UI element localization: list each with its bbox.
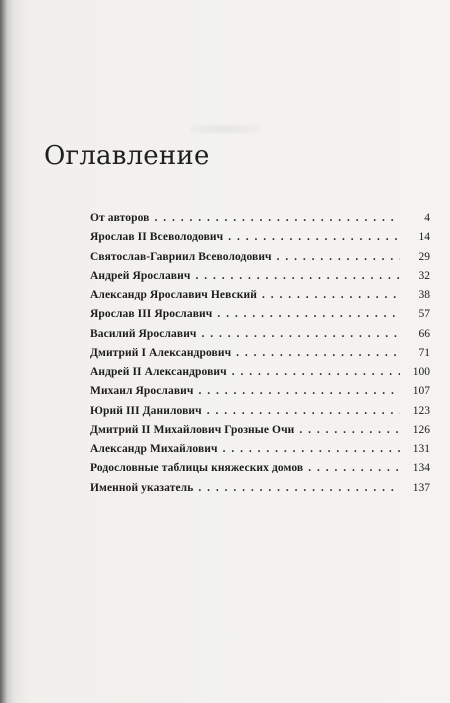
toc-entry-title: Андрей Ярославич (90, 269, 191, 282)
toc-entry-title: Дмитрий II Михайлович Грозные Очи (90, 423, 295, 436)
toc-entry-title: От авторов (90, 212, 150, 224)
toc-entry (90, 328, 430, 347)
toc-entry-title: Святослав-Гавриил Всеволодович (90, 250, 272, 263)
toc-entry-page-number: 131 (412, 443, 430, 455)
toc-dot-leader (223, 443, 400, 455)
toc-dot-leader (202, 328, 400, 340)
table-of-contents (90, 212, 430, 501)
binding-shadow (0, 0, 8, 703)
toc-entry-page-number: 71 (418, 346, 430, 359)
toc-entry (90, 231, 430, 250)
toc-entry-title: Александр Михайлович (90, 443, 218, 455)
toc-entry-page-number: 107 (412, 385, 430, 398)
toc-entry-page-number: 57 (418, 308, 430, 321)
toc-entry-page-number: 134 (412, 462, 430, 475)
toc-dot-leader (308, 462, 400, 474)
toc-dot-leader (277, 251, 400, 263)
toc-entry-page-number: 29 (418, 250, 430, 263)
toc-entry-page-number: 66 (418, 327, 430, 340)
toc-dot-leader (154, 212, 400, 224)
toc-entry-title: Ярослав II Всеволодович (90, 231, 224, 244)
toc-dot-leader (236, 347, 400, 359)
toc-entry (90, 289, 430, 308)
toc-entry-title: Дмитрий I Александрович (90, 346, 232, 359)
toc-entry (90, 443, 430, 462)
toc-entry-title: Василий Ярославич (90, 327, 197, 340)
toc-entry-page-number: 123 (412, 404, 430, 417)
toc-dot-leader (232, 366, 400, 378)
toc-entry-title: Александр Ярославич Невский (90, 289, 257, 301)
toc-dot-leader (217, 308, 400, 320)
toc-dot-leader (198, 385, 400, 397)
toc-entry (90, 366, 430, 385)
toc-entry-page-number: 100 (412, 366, 430, 378)
toc-entry-page-number: 38 (418, 289, 430, 301)
toc-entry-title: Михаил Ярославич (90, 385, 194, 398)
toc-dot-leader (198, 482, 400, 494)
toc-entry-page-number: 4 (424, 212, 430, 224)
toc-entry-page-number: 14 (418, 231, 430, 244)
toc-dot-leader (207, 405, 400, 417)
toc-dot-leader (195, 270, 400, 282)
toc-entry (90, 212, 430, 231)
show-through-mark (190, 124, 260, 134)
toc-entry (90, 462, 430, 481)
toc-entry (90, 385, 430, 404)
toc-entry (90, 251, 430, 270)
toc-dot-leader (299, 424, 400, 436)
toc-dot-leader (228, 231, 400, 243)
toc-entry-title: Андрей II Александрович (90, 366, 227, 378)
toc-entry (90, 405, 430, 424)
toc-entry-title: Ярослав III Ярославич (90, 308, 213, 321)
toc-entry (90, 482, 430, 501)
toc-entry (90, 270, 430, 289)
toc-entry (90, 347, 430, 366)
toc-entry (90, 424, 430, 443)
toc-entry-title: Юрий III Данилович (90, 404, 202, 417)
toc-dot-leader (262, 289, 400, 301)
page-title: Оглавление (44, 141, 210, 171)
toc-entry-title: Родословные таблицы княжеских домов (90, 462, 304, 475)
toc-entry-page-number: 126 (412, 423, 430, 436)
toc-entry-page-number: 32 (418, 269, 430, 282)
toc-entry-page-number: 137 (412, 481, 430, 494)
toc-entry (90, 308, 430, 327)
toc-entry-title: Именной указатель (90, 481, 194, 494)
